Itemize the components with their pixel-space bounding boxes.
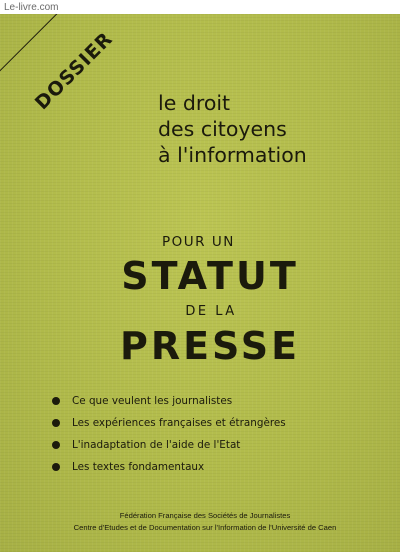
title-statut: STATUT (121, 254, 299, 298)
bullet-list (52, 390, 286, 478)
pour-un-text: POUR UN (162, 234, 235, 250)
bullet-icon (52, 441, 60, 449)
dossier-label: DOSSIER (30, 27, 118, 115)
publisher-line: Fédération Française des Sociétés de Journalistes (119, 511, 291, 520)
bullet-icon (52, 463, 60, 471)
bullet-item (52, 390, 286, 412)
subtitle-line: à l'information (158, 143, 307, 167)
bullet-text: Les textes fondamentaux (72, 461, 205, 473)
publisher-info (0, 510, 400, 534)
bullet-text: L'inadaptation de l'aide de l'Etat (72, 439, 241, 451)
publisher-line: Centre d'Etudes et de Documentation sur l'Information de l'Université de Caen (73, 523, 337, 532)
bullet-item (52, 412, 286, 434)
bullet-text: Ce que veulent les journalistes (72, 395, 233, 407)
bullet-icon (52, 419, 60, 427)
de-la-text: DE LA (185, 304, 237, 319)
subtitle-line: le droit (158, 91, 231, 115)
bullet-icon (52, 397, 60, 405)
book-cover (0, 14, 400, 552)
bullet-item (52, 434, 286, 456)
watermark: Le-livre.com (4, 2, 59, 13)
title-presse: PRESSE (119, 324, 301, 368)
bullet-text: Les expériences françaises et étrangères (72, 417, 286, 429)
subtitle (158, 90, 307, 168)
subtitle-line: des citoyens (158, 117, 287, 141)
bullet-item (52, 456, 286, 478)
